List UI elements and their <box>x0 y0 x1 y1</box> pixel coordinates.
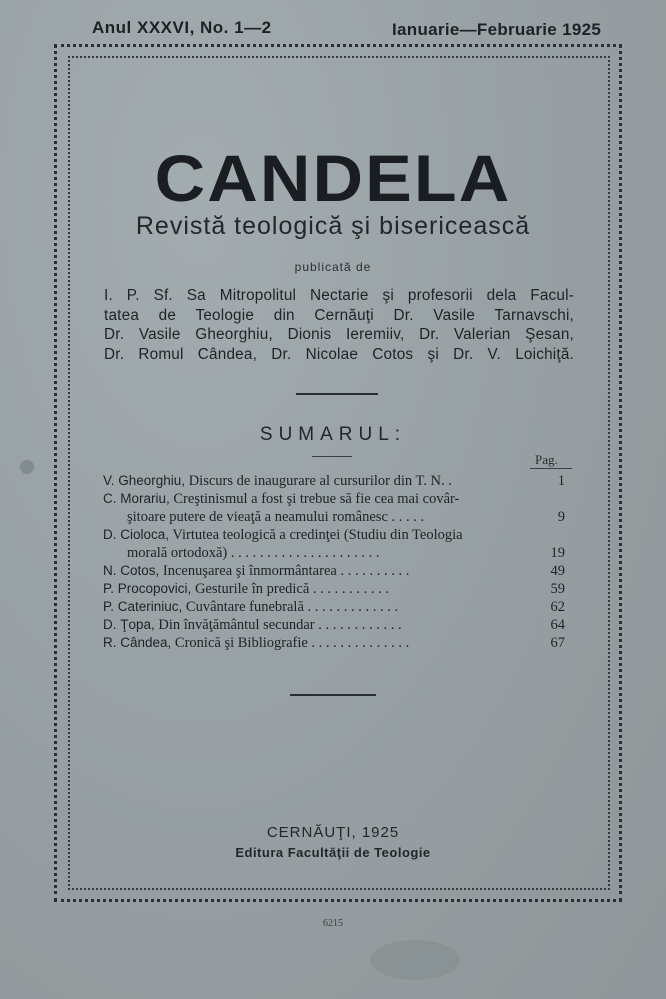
paper-stain <box>20 460 34 474</box>
toc-entry <box>103 616 573 634</box>
toc-page: 59 <box>550 581 565 597</box>
contents-heading: SUMARUL: <box>259 424 407 445</box>
toc-title: Incenuşarea şi înmormântarea . . . . . . . . . . <box>162 563 410 579</box>
toc-title: Cronică şi Bibliografie . . . . . . . . . . . . . . <box>174 635 410 651</box>
toc-page: 67 <box>550 635 565 651</box>
toc-entry <box>103 526 573 562</box>
toc-title: Discurs de inaugurare al cursurilor din T. N. . <box>188 473 452 489</box>
authors-line: Dr. Romul Cândea, Dr. Nicolae Cotos şi Dr. V. Loichiţă. <box>104 345 574 363</box>
published-by-label: publicată de <box>294 260 372 274</box>
paper-stain <box>370 940 460 980</box>
toc-page: 49 <box>550 563 565 579</box>
toc-author: P. Procopovici, <box>103 581 192 596</box>
contents-underline <box>312 456 352 457</box>
authors-line: Dr. Vasile Gheorghiu, Dionis Ieremiiv, Dr. Valerian Şesan, <box>104 326 574 343</box>
toc-title: Creştinismul a fost şi trebue să fie cea mai covâr- <box>173 491 460 507</box>
toc-author: D. Ţopa, <box>103 617 155 632</box>
toc-author: V. Gheorghiu, <box>103 473 186 488</box>
toc-author: N. Cotos, <box>103 563 160 578</box>
toc-author: D. Cioloca, <box>103 527 170 542</box>
toc-page: 9 <box>557 509 565 525</box>
toc-entry <box>103 580 573 598</box>
authors-block <box>104 286 574 364</box>
toc-author: P. Cateriniuc, <box>103 599 183 614</box>
toc-page: 1 <box>557 473 565 489</box>
toc-title: Virtutea teologică a credinţei (Studiu din Teologia <box>172 527 463 543</box>
toc-entry <box>103 472 573 490</box>
toc-entry <box>103 598 573 616</box>
authors-line: I. P. Sf. Sa Mitropolitul Nectarie şi profesorii dela Facul- <box>104 287 574 304</box>
issue-number: Anul XXXVI, No. 1—2 <box>92 18 272 37</box>
table-of-contents <box>103 472 573 652</box>
toc-title-continued: şitoare putere de vieaţă a neamului românesc . . . . . <box>127 509 425 525</box>
journal-subtitle: Revistă teologică şi bisericească <box>135 212 531 240</box>
toc-author: C. Morariu, <box>103 491 170 506</box>
issue-date: Ianuarie—Februarie 1925 <box>392 20 602 39</box>
publisher: Editura Facultăţii de Teologie <box>235 845 431 860</box>
toc-page: 19 <box>550 545 565 561</box>
divider-rule <box>296 393 378 395</box>
toc-title: Cuvântare funebrală . . . . . . . . . . . . . <box>185 599 399 615</box>
stamp-number: 6215 <box>323 918 343 929</box>
authors-line: tatea de Teologie din Cernăuţi Dr. Vasile Tarnavschi, <box>104 306 574 324</box>
page-column-underline <box>530 468 572 469</box>
page-column-label: Pag. <box>535 452 558 467</box>
toc-title: Din învăţământul secundar . . . . . . . . . . . . <box>158 617 402 633</box>
toc-title: Gesturile în predică . . . . . . . . . . . <box>194 581 390 597</box>
toc-author: R. Cândea, <box>103 635 172 650</box>
toc-title-continued: morală ortodoxă) . . . . . . . . . . . . . . . . . . . . . <box>127 545 380 561</box>
toc-page: 62 <box>550 599 565 615</box>
toc-entry <box>103 634 573 652</box>
divider-rule <box>290 694 376 696</box>
toc-page: 64 <box>550 617 565 633</box>
toc-entry <box>103 490 573 526</box>
city-year: CERNĂUŢI, 1925 <box>266 824 400 841</box>
journal-title: CANDELA <box>154 141 512 215</box>
toc-entry <box>103 562 573 580</box>
